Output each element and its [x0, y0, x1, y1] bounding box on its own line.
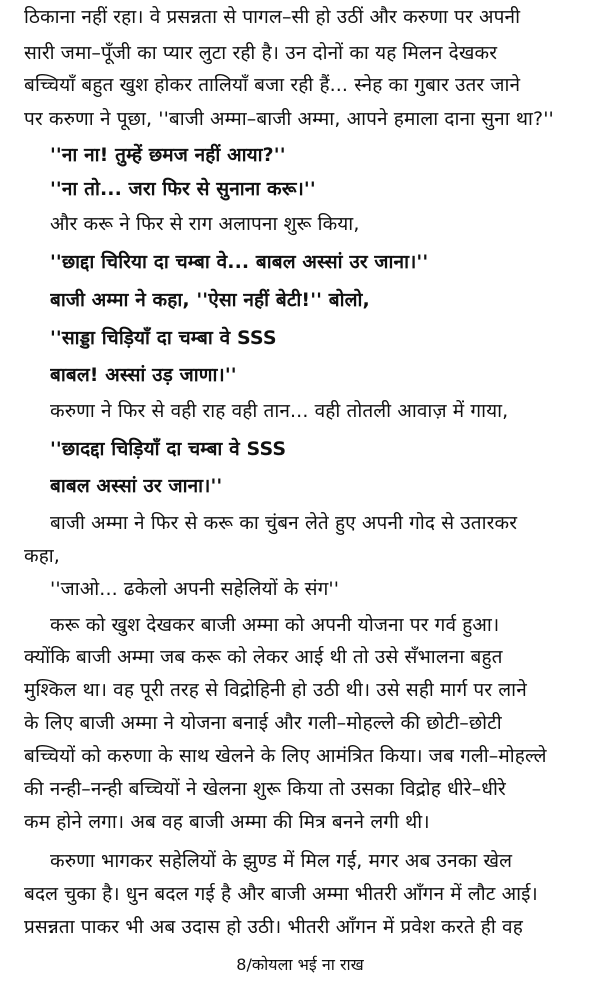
- dialogue-line-2: ''ना तो... जरा फिर से सुनाना करू।'': [50, 178, 316, 200]
- text-line-10: करू को खुश देखकर बाजी अम्मा को अपनी योजना पर गर्व हुआ।: [50, 614, 500, 636]
- text-line-5: और करू ने फिर से राग अलापना शुरू किया,: [50, 213, 360, 235]
- text-line-8: कहा,: [24, 545, 60, 567]
- dialogue-line-1: ''ना ना! तुम्हें छमज नहीं आया?'': [50, 144, 286, 166]
- text-line-7: बाजी अम्मा ने फिर से करू का चुंबन लेते हुए अपनी गोद से उतारकर: [50, 512, 518, 534]
- text-line-13: के लिए बाजी अम्मा ने योजना बनाई और गली–मोहल्ले की छोटी–छोटी: [24, 712, 502, 734]
- text-line-19: प्रसन्नता पाकर भी अब उदास हो उठी। भीतरी आँगन में प्रवेश करते ही वह: [24, 916, 523, 938]
- text-line-3: बच्चियाँ बहुत खुश होकर तालियाँ बजा रही हैं... स्नेह का गुबार उतर जाने: [24, 74, 521, 96]
- text-line-2: सारी जमा–पूँजी का प्यार लुटा रही है। उन दोनों का यह मिलन देखकर: [24, 42, 498, 64]
- song-line-2: ''साड्डा चिड़ियाँ दा चम्बा वे SSS: [50, 327, 277, 349]
- song-line-5: बाबल अस्सां उर जाना।'': [50, 475, 223, 497]
- song-line-3: बाबल! अस्सां उड़ जाणा।'': [50, 364, 237, 386]
- text-line-18: बदल चुका है। धुन बदल गई है और बाजी अम्मा भीतरी आँगन में लौट आई।: [24, 883, 538, 905]
- text-line-17: करुणा भागकर सहेलियों के झुण्ड में मिल गई, मगर अब उनका खेल: [50, 850, 513, 872]
- page-footer: 8/कोयला भई ना राख: [236, 955, 364, 974]
- song-line-4: ''छादद्दा चिड़ियाँ दा चम्बा वे SSS: [50, 438, 287, 460]
- text-line-9: ''जाओ... ढकेलो अपनी सहेलियों के संग'': [50, 578, 340, 600]
- text-line-15: की नन्ही–नन्ही बच्चियों ने खेलना शुरू किया तो उसका विद्रोह धीरे–धीरे: [24, 778, 506, 800]
- text-line-12: मुश्किल था। वह पूरी तरह से विद्रोहिनी हो उठी थी। उसे सही मार्ग पर लाने: [24, 679, 527, 701]
- text-line-4: पर करुणा ने पूछा, ''बाजी अम्मा–बाजी अम्मा, आपने हमाला दाना सुना था?'': [24, 108, 554, 130]
- text-line-16: कम होने लगा। अब वह बाजी अम्मा की मित्र बनने लगी थी।: [24, 811, 430, 833]
- text-line-6: करुणा ने फिर से वही राह वही तान... वही तोतली आवाज़ में गाया,: [50, 400, 509, 422]
- text-line-1: ठिकाना नहीं रहा। वे प्रसन्नता से पागल–सी हो उठीं और करुणा पर अपनी: [24, 6, 521, 28]
- text-line-11: क्योंकि बाजी अम्मा जब करू को लेकर आई थी तो उसे सँभालना बहुत: [24, 646, 503, 668]
- text-line-14: बच्चियों को करुणा के साथ खेलने के लिए आमंत्रित किया। जब गली–मोहल्ले: [24, 745, 547, 767]
- song-line-1: ''छाद्दा चिरिया दा चम्बा वे... बाबल अस्सां उर जाना।'': [50, 251, 429, 273]
- dialogue-line-3: बाजी अम्मा ने कहा, ''ऐसा नहीं बेटी!'' बोलो,: [50, 289, 370, 311]
